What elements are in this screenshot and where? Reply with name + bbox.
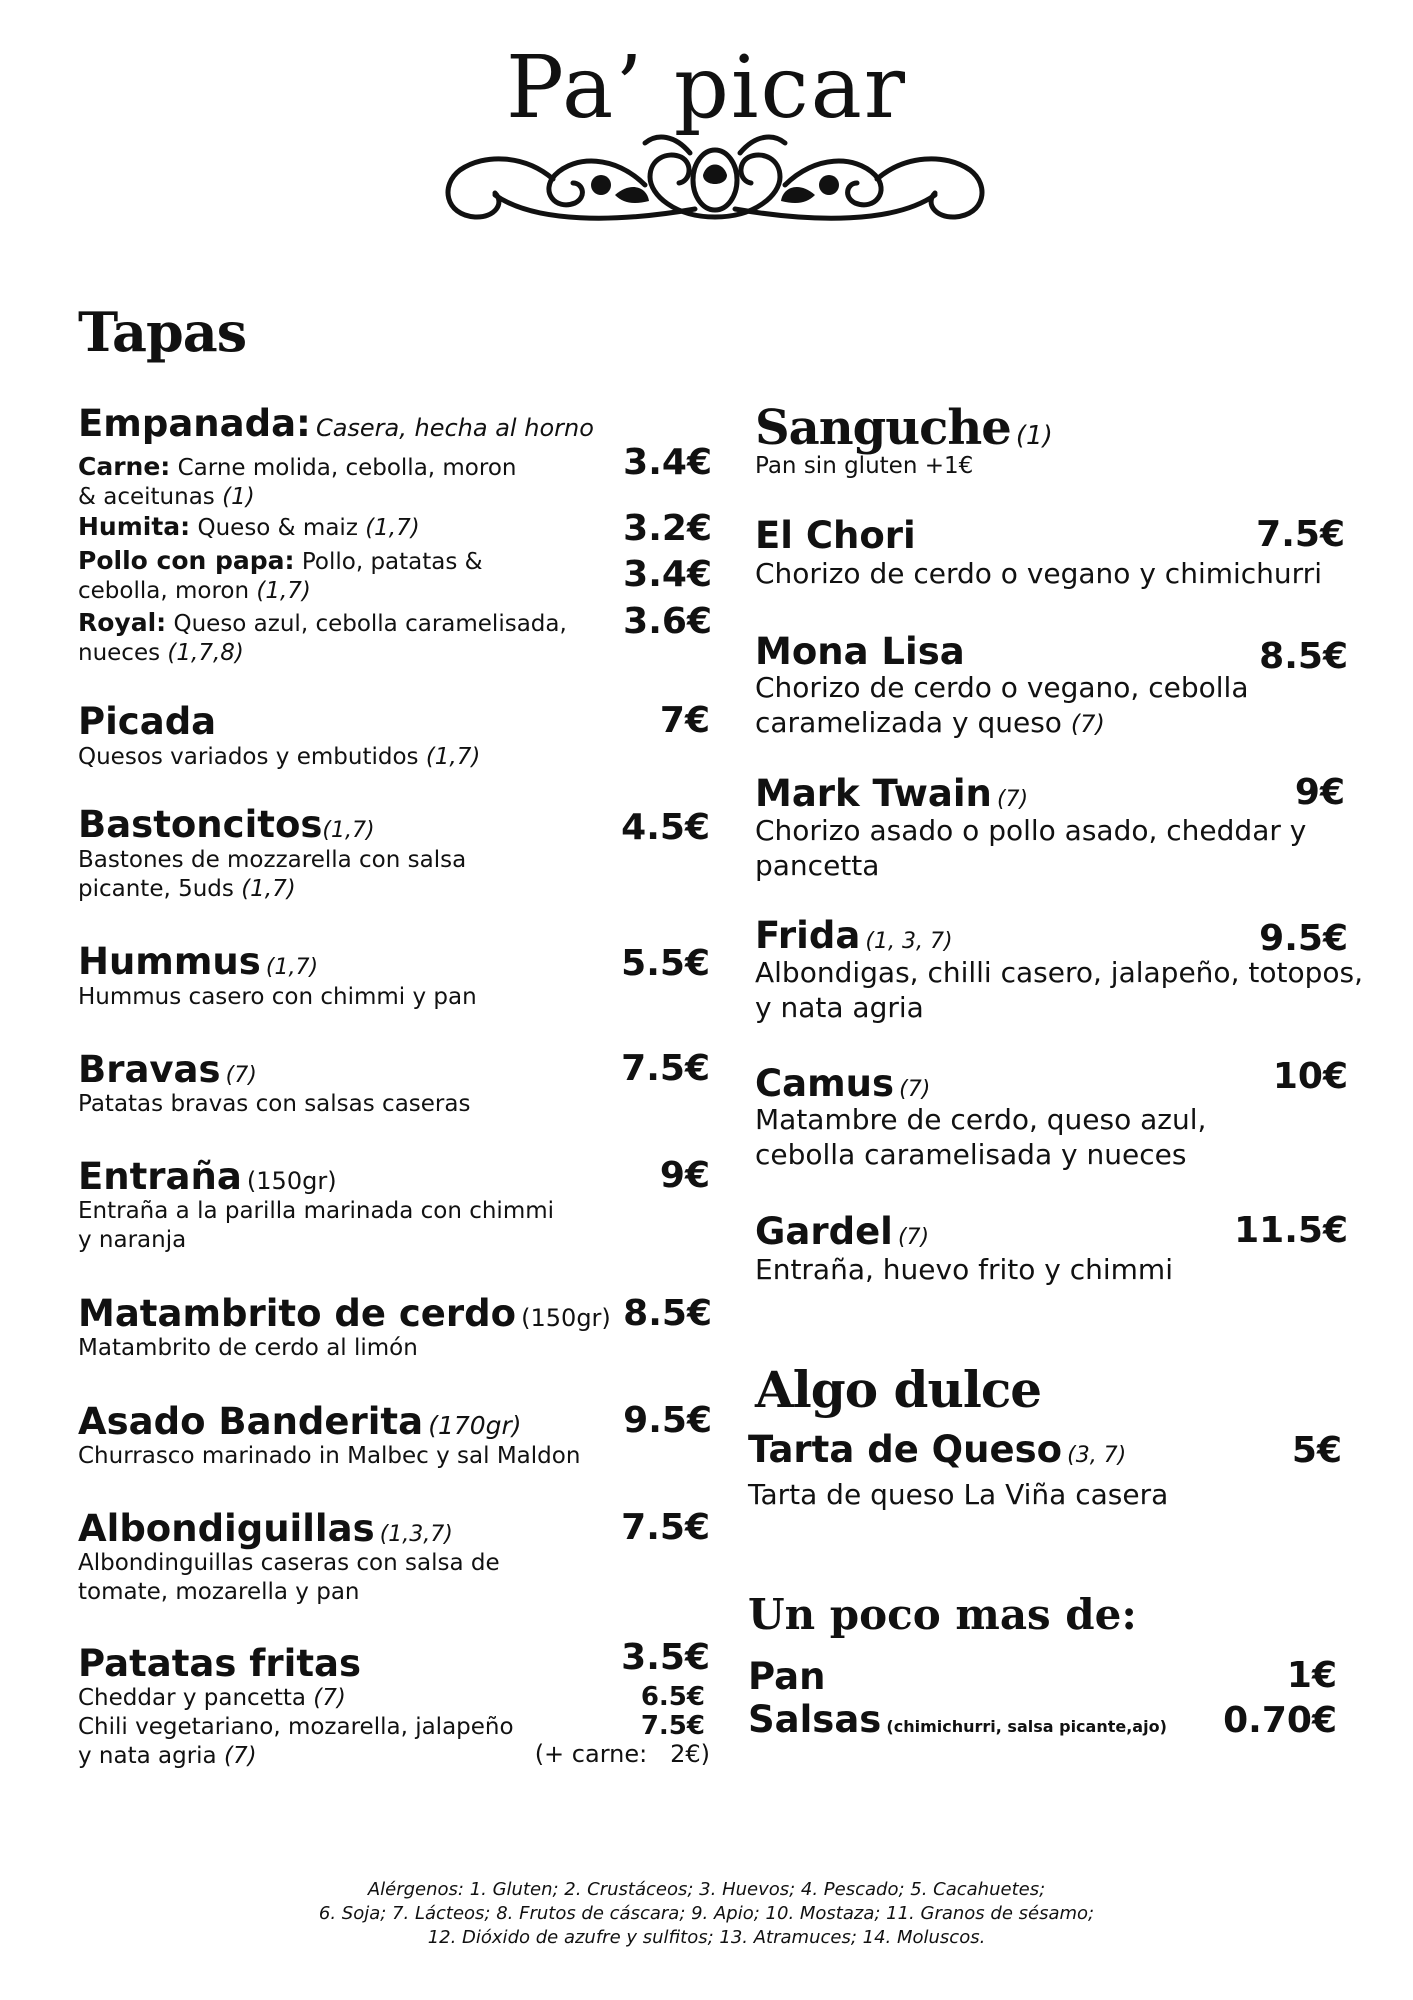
patatas-option-cheddar: Cheddar y pancetta (7)	[78, 1685, 346, 1711]
allergen-legend: Alérgenos: 1. Gluten; 2. Crustáceos; 3. Huevos; 4. Pescado; 5. Cacahuetes; 6. Soja; 7. Lácteos; 8. Frutos de cáscara; 9. Apio; 10. Mostaza; 11. Granos de sésamo; 12. Dióxido de azufre y sulfitos; 13. Atramuces; 14. Moluscos.	[318, 1879, 1095, 1948]
empanada-name: Empanada:	[78, 402, 311, 445]
bastoncitos-title: Bastoncitos(1,7)	[78, 803, 375, 846]
tapas-heading: Tapas	[78, 300, 247, 364]
flourish-ornament-icon	[435, 125, 995, 230]
asado-desc: Churrasco marinado in Malbec y sal Maldon	[78, 1443, 581, 1469]
pan-name: Pan	[748, 1655, 826, 1698]
gardel-desc: Entraña, huevo frito y chimmi	[755, 1253, 1173, 1286]
frida-desc: Albondigas, chilli casero, jalapeño, totopos, y nata agria	[755, 956, 1363, 1024]
patatas-option-chili: Chili vegetariano, mozarella, jalapeño	[78, 1714, 514, 1740]
algo-dulce-heading: Algo dulce	[755, 1360, 1042, 1419]
patatas-extra-carne: (+ carne: 2€)	[534, 1740, 710, 1768]
el-chori-desc: Chorizo de cerdo o vegano y chimichurri	[755, 557, 1322, 590]
extras-heading: Un poco mas de:	[748, 1590, 1137, 1639]
asado-title: Asado Banderita (170gr)	[78, 1400, 522, 1443]
salsas-price: 0.70€	[1223, 1700, 1337, 1741]
patatas-name: Patatas fritas	[78, 1642, 362, 1685]
tarta-desc: Tarta de queso La Viña casera	[748, 1478, 1169, 1511]
asado-price: 9.5€	[623, 1400, 712, 1441]
empanada-carne-price: 3.4€	[623, 442, 712, 483]
bastoncitos-desc: Bastones de mozzarella con salsa picante, 5uds (1,7)	[78, 847, 467, 902]
camus-desc: Matambre de cerdo, queso azul, cebolla caramelisada y nueces	[755, 1103, 1207, 1171]
mark-twain-title: Mark Twain (7)	[755, 772, 1029, 815]
gardel-price: 11.5€	[1234, 1210, 1348, 1251]
picada-desc: Quesos variados y embutidos (1,7)	[78, 744, 481, 770]
salsas-title: Salsas (chimichurri, salsa picante,ajo)	[748, 1698, 1167, 1741]
frida-price: 9.5€	[1259, 918, 1348, 959]
picada-name: Picada	[78, 700, 217, 743]
hummus-price: 5.5€	[621, 943, 710, 984]
gardel-title: Gardel (7)	[755, 1210, 930, 1253]
patatas-line3: y nata agria (7)	[78, 1743, 257, 1769]
empanada-pollo: Pollo con papa: Pollo, patatas & cebolla, moron (1,7)	[78, 546, 483, 604]
bastoncitos-price: 4.5€	[621, 807, 710, 848]
entrana-title: Entraña (150gr)	[78, 1155, 337, 1198]
camus-price: 10€	[1272, 1056, 1348, 1097]
mona-lisa-desc: Chorizo de cerdo o vegano, cebolla caramelizada y queso (7)	[755, 671, 1249, 739]
page-title: Pa’ picar	[505, 38, 908, 138]
albondiguillas-desc: Albondinguillas caseras con salsa de tomate, mozarella y pan	[78, 1550, 500, 1605]
albondiguillas-title: Albondiguillas (1,3,7)	[78, 1507, 453, 1550]
empanada-pollo-price: 3.4€	[623, 554, 712, 595]
pan-price: 1€	[1286, 1655, 1337, 1696]
matambrito-title: Matambrito de cerdo (150gr)	[78, 1292, 611, 1335]
matambrito-price: 8.5€	[623, 1293, 712, 1334]
entrana-price: 9€	[659, 1155, 710, 1196]
entrana-desc: Entraña a la parilla marinada con chimmi y naranja	[78, 1198, 555, 1253]
sanguche-title: Sanguche (1)	[755, 400, 1053, 456]
empanada-humita: Humita: Queso & maiz (1,7)	[78, 512, 420, 541]
hummus-title: Hummus (1,7)	[78, 940, 319, 983]
albondiguillas-price: 7.5€	[621, 1507, 710, 1548]
tarta-price: 5€	[1291, 1430, 1342, 1471]
mark-twain-desc: Chorizo asado o pollo asado, cheddar y pancetta	[755, 814, 1307, 882]
hummus-desc: Hummus casero con chimmi y pan	[78, 984, 477, 1010]
empanada-title	[78, 402, 594, 445]
mona-lisa-name: Mona Lisa	[755, 630, 965, 673]
camus-title: Camus (7)	[755, 1062, 931, 1105]
bravas-price: 7.5€	[621, 1048, 710, 1089]
patatas-price: 3.5€	[621, 1637, 710, 1678]
empanada-carne: Carne: Carne molida, cebolla, moron & aceitunas (1)	[78, 452, 517, 510]
empanada-royal: Royal: Queso azul, cebolla caramelisada, nueces (1,7,8)	[78, 608, 567, 666]
mark-twain-price: 9€	[1294, 772, 1345, 813]
empanada-note: Casera, hecha al horno	[315, 414, 594, 442]
tarta-title: Tarta de Queso (3, 7)	[748, 1428, 1127, 1471]
mona-lisa-price: 8.5€	[1259, 636, 1348, 677]
matambrito-desc: Matambrito de cerdo al limón	[78, 1335, 418, 1361]
picada-price: 7€	[659, 700, 710, 741]
bravas-title: Bravas (7)	[78, 1048, 257, 1091]
frida-title: Frida (1, 3, 7)	[755, 914, 953, 957]
patatas-chili-price: 7.5€	[640, 1711, 705, 1741]
bravas-desc: Patatas bravas con salsas caseras	[78, 1091, 471, 1117]
empanada-royal-price: 3.6€	[623, 601, 712, 642]
patatas-cheddar-price: 6.5€	[640, 1682, 705, 1712]
el-chori-name: El Chori	[755, 514, 916, 557]
sanguche-note: Pan sin gluten +1€	[755, 453, 974, 479]
el-chori-price: 7.5€	[1256, 514, 1345, 555]
empanada-humita-price: 3.2€	[623, 508, 712, 549]
